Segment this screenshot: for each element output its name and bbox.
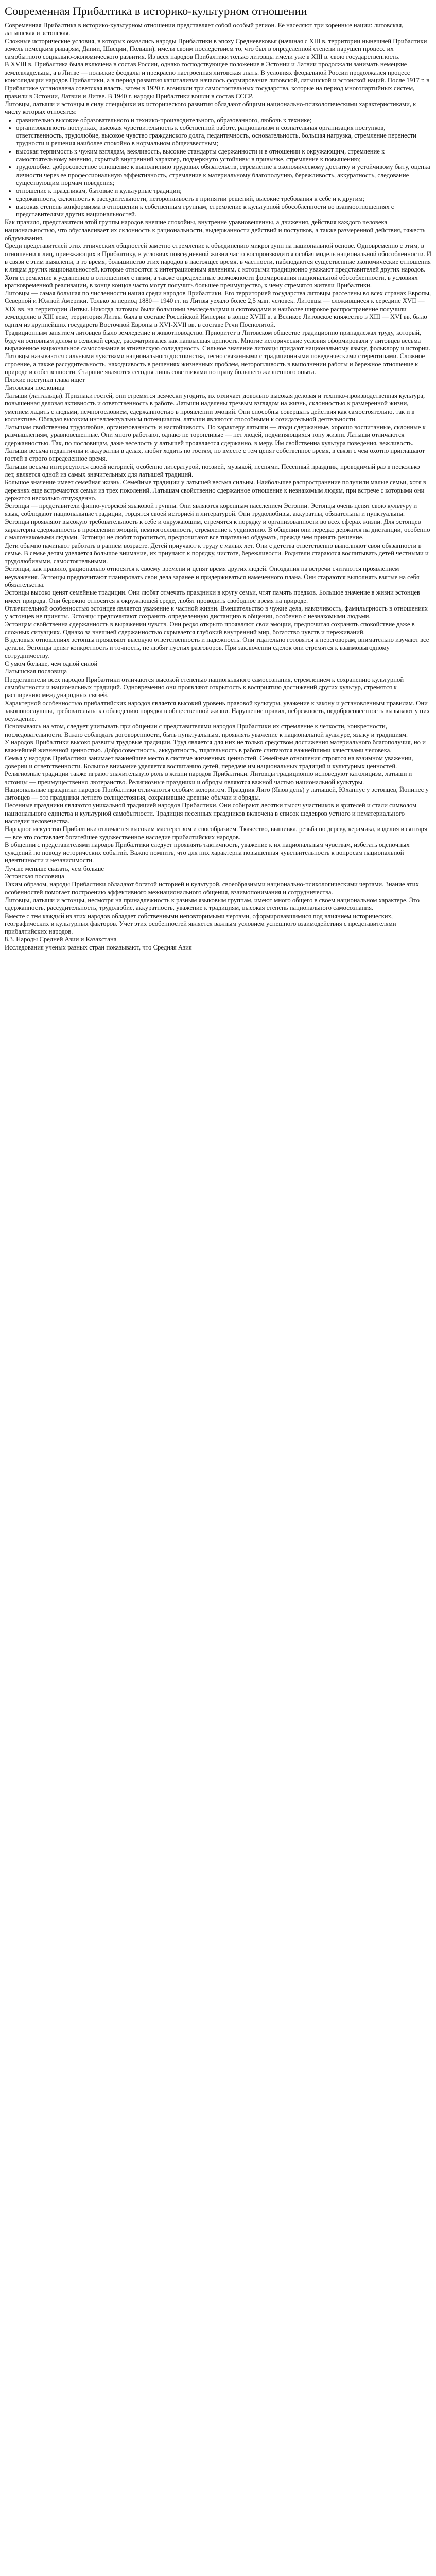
list-item: • сравнительно высокие образовательного и технико-производительного, образованного, любовь к технике; [16,116,431,124]
paragraph: Представители всех народов Прибалтики отличаются высокой степенью национального самосознания, стремлением к сохранению культурной самобытности и национальных традиций. Одновременно они проявляют открытость к восприятию достижений других культур, стремятся к расширению международных связей. [5,675,404,699]
paragraph: Эстонцы, как правило, рационально относятся к своему времени и ценят время других людей. Опоздания на встречи считаются проявлением неуважения. Эстонцы предпочитают планировать свои дела заранее и придерживаться намеченного плана. Они стараются выполнять взятые на себя обязательства. [5,565,420,589]
paragraph: Эстонцам свойственна сдержанность в выражении чувств. Они редко открыто проявляют свои эмоции, предпочитая сохранять спокойствие даже в сложных ситуациях. Однако за внешней сдержанностью скрывается глубокий внутренний мир, богатство чувств и переживаний. [5,620,415,636]
paragraph: Среди представителей этих этнических общностей заметно стремление к объединению микрогрупп на национальной основе. Одновременно с этим, в отношении к лиц, приезжающих в Прибалтику, в условиях повседневной жизни часто воспроизводится особая модель национальной обособленности. И в связи с этим выявлены, в то время, большинство этих народов в настоящее время, в частности, наблюдаются существенные экономические отношения к лицам других национальностей, которые относятся к интеграционным явлениям, с которыми традиционно уважают представителей других народов. Хотя стремление к уединению в отношениях с ними, а также определенные возможности формирования национальной обособленности, в условиях кратковременной реализации, в конце концов часто могут получить большее преимущество, к чему стремятся жители Прибалтики. [5,242,432,289]
paragraph: У народов Прибалтики высоко развиты трудовые традиции. Труд является для них не только средством достижения материального благополучия, но и важнейшей жизненной ценностью. Добросовестность, аккуратность, тщательность в работе считаются важнейшими качествами человека. [5,739,426,754]
paragraph: Основываясь на этом, следует учитывать при общении с представителями народов Прибалтики их стремление к четкости, конкретности, последовательности. Важно соблюдать договоренности, быть пунктуальным, проявлять уважение к национальной культуре, языку и традициям. [5,723,408,738]
paragraph: Лучше меньше сказать, чем больше [5,865,104,872]
bullet-list [5,116,431,219]
article-body [5,22,431,952]
paragraph: Песенные праздники являются уникальной традицией народов Прибалтики. Они собирают десятки тысяч участников и зрителей и стали символом национального единства и культурной самобытности. Традиция песенных праздников включена в список шедевров устного и нематериального наследия человечества. [5,802,417,825]
paragraph: В общении с представителями народов Прибалтики следует проявлять тактичность, уважение к их национальным чувствам, избегать оценочных суждений по поводу исторических событий. Важно помнить, что для них характерна повышенная чувствительность к вопросам национальной идентичности и независимости. [5,841,410,865]
paragraph: С умом больше, чем одной силой [5,660,98,668]
paragraph: Религиозные традиции также играют значительную роль в жизни народов Прибалтики. Литовцы традиционно исповедуют католицизм, латыши и эстонцы — преимущественно лютеранство. Религиозные праздники и обряды являются важной частью национальной культуры. [5,770,412,786]
paragraph: Латышам свойственны трудолюбие, организованность и настойчивость. По характеру латыши — люди сдержанные, хорошо воспитанные, склонные к размышлениям, уравновешенные. Они много работают, однако не торопливые — нет людей, подчиняющихся тону жизни. Латыши отличаются сдержанностью. Так, по пословицам, даже веселость у латышей проявляется сдержанно, в меру. Им свойственна культура поведения, вежливость. Латыши весьма педантичны и аккуратны в делах, любят ходить по гостям, но вместе с тем ценят собственное время, в связи с чем охотно приглашают гостей в строго определенное время. [5,423,426,463]
paragraph: Латыши (латгальцы). Признаки гостей, они стремятся всячески угодить, их отличает довольно высокая деловая и технико-производственная культура, повышенная деловая активность и ответственность в работе. Латыши наделены трезвым взглядом на жизнь, склонностью к размеренной жизни, умением ладить с людьми, немногословием, сдержанностью в проявлении эмоций. Они способны совершать действия как самостоятельно, так и в коллективе. Обладая высоким интеллектуальным потенциалом, латыши являются способными к созидательной деятельности. [5,392,425,423]
paragraph: Эстонская пословица [5,873,64,880]
paragraph: Дети обычно начинают работать в раннем возрасте. Детей приучают к труду с малых лет. Они с детства ответственно выполняют свои обязанности в семье. В семье детям уделяется большое внимание, их приучают к порядку, чистоте, бережливости. Родители стараются воспитывать детей честными и трудолюбивыми, самостоятельными. [5,541,429,565]
paragraph: Литовцы, латыши и эстонцы, несмотря на принадлежность к разным языковым группам, имеют много общего в своем национальном характере. Это сдержанность, рассудительность, трудолюбие, аккуратность, уважение к традициям, высокая степень национального самосознания. [5,896,420,912]
paragraph: Семья у народов Прибалтики занимает важнейшее место в системе жизненных ценностей. Семейные отношения строятся на взаимном уважении, доверии и ответственности. Большое внимание уделяется воспитанию детей, передаче им национальных традиций и культурных ценностей. [5,754,413,770]
paragraph: 8.3. Народы Средней Азии и Казахстана [5,936,117,943]
paragraph: Литовская пословица [5,384,65,392]
paragraph: Национальные праздники народов Прибалтики отличаются особым колоритом. Праздник Лиго (Янов день) у латышей, Юханнус у эстонцев, Йонинес у литовцев — это праздники летнего солнцестояния, сохранившие древние обычаи и обряды. [5,786,429,802]
paragraph: В деловых отношениях эстонцы проявляют высокую ответственность и надежность. Они тщательно готовятся к переговорам, внимательно изучают все детали. Эстонцы ценят конкретность и точность, не любят пустых разговоров. При заключении сделок они стремятся к взаимовыгодному сотрудничеству. [5,636,429,659]
list-item: • организованность поступках, высокая чувствительность к собственной работе, рационализм и сознательная организация поступков, ответственность, трудолюбие, высокое чувство гражданского долга, педантичность, основательность, большая нагрузка, стремление перенести трудности и решения наиболее спокойно в нормальном общеизвестным; [16,124,431,148]
paragraph: Латышская пословица [5,668,67,675]
paragraph: Как правило, представители этой группы народов внешне спокойны, внутренне уравновешенны, а движения, действия каждого человека национальностью, что обуславливает их склонность к рациональности, выдержанности действий и поступков, а также размеренной действия, тяжесть обдумывания. [5,218,426,242]
list-item: • высокая терпимость к чужим взглядам, вежливость, высокие стандарты сдержанности и в отношении к окружающим, стремление к самостоятельному мнению, скрытый внутренний характер, подчеркнуто устойчивы в привычке, стремление к повышению; [16,148,431,164]
paragraph: Эстонцы проявляют высокую требовательность к себе и окружающим, стремятся к порядку и организованности во всех сферах жизни. Для эстонцев характерна сдержанность в проявлении эмоций, немногословность, стремление к уединению. В общении они нередко держатся на дистанции, особенно с малознакомыми людьми. Эстонцы не любят торопиться, предпочитают все тщательно обдумать, прежде чем принять решение. [5,518,430,541]
paragraph: Эстонцы высоко ценят семейные традиции. Они любят отмечать праздники в кругу семьи, чтят память предков. Большое значение в жизни эстонцев имеет природа. Они бережно относятся к окружающей среде, любят проводить свободное время на природе. [5,589,421,604]
paragraph: Современная Прибалтика в историко-культурном отношении представляет собой особый регион. Ее населяют три коренные нации: литовская, латышская и эстонская. [5,22,404,37]
list-item: • отношение к праздникам, бытовые и культурные традиции; [16,187,431,195]
document-page [0,0,436,952]
paragraph: Латыши весьма интересуются своей историей, особенно литературой, поэзией, музыкой, песнями. Песенный праздник, проводимый раз в несколько лет, является одной из самых значительных для латышей традиций. [5,463,420,478]
list-item: • сдержанность, склонность к рассудительности, неторопливость в принятии решений, высокие требования к себе и к другим; [16,195,431,203]
paragraph: В XVIII в. Прибалтика была включена в состав России, однако господствующее положение в Эстонии и Латвии продолжали занимать немецкие землевладельцы, а в Литве — польские феодалы и прекрасно настроенная литовская знать. В условиях феодальной России продолжался процесс консолидации народов Прибалтики, а в период развития капитализма началось формирование литовской, латышской и эстонской наций. После 1917 г. в Прибалтике установлена советская власть, затем в 1920 г. возникли три самостоятельных государства, которые на период многопартийных систем, правили в Эстонии, Латвии и Литве. В 1940 г. народы Прибалтики вошли в состав СССР. [5,61,430,100]
paragraph: Большое значение имеет семейная жизнь. Семейные традиции у латышей весьма сильны. Наибольшее распространение получили малые семьи, хотя в деревнях еще встречаются семьи из трех поколений. Латышам свойственно сдержанное отношение к незнакомым людям, при встрече с которыми они держатся несколько отчужденно. [5,479,426,502]
paragraph: Характерной особенностью прибалтийских народов является высокий уровень правовой культуры, уважение к закону и установленным правилам. Они законопослушны, требовательны к соблюдению порядка в общественной жизни. Нарушение правил, небрежность, недобросовестность вызывают у них осуждение. [5,699,430,723]
paragraph: Вместе с тем каждый из этих народов обладает собственными неповторимыми чертами, сформировавшимися под влиянием исторических, географических и культурных факторов. Учет этих особенностей является важным условием успешного взаимодействия с представителями прибалтийских народов. [5,912,396,936]
paragraph: Исследования ученых разных стран показывают, что Средняя Азия [5,943,192,951]
list-item: • трудолюбие, добросовестное отношение к выполнению трудовых обязательств, стремление к экономическому достатку и устойчивому быту, оценка личности через ее профессиональную эффективность, стремление к материальному благополучию, бережливость, аккуратность, следование существующим нормам поведения; [16,163,431,187]
list-item: • высокая степень конформизма в отношении к собственным группам, стремление к культурной обособленности во взаимоотношениях с представителями других национальностей. [16,203,431,219]
paragraph: Сложные исторические условия, в которых оказались народы Прибалтики в эпоху Средневековья (начиная с XIII в. территории нынешней Прибалтики земель немецким рыцарям, Дании, Швеции, Польши), имели своим последствием то, что был в определенной степени нарушен процесс их самобытного социально-экономического развития. Из всех народов Прибалтики только литовцы имели уже в XIII в. свою государственность. [5,37,427,61]
paragraph: Народное искусство Прибалтики отличается высоким мастерством и своеобразием. Ткачество, вышивка, резьба по дереву, керамика, изделия из янтаря — все это составляет богатейшее художественное наследие прибалтийских народов. [5,825,427,841]
paragraph: Эстонцы — представители финно-угорской языковой группы. Они являются коренным населением Эстонии. Эстонцы очень ценят свою культуру и язык, соблюдают национальные традиции, гордятся своей историей и литературой. Они трудолюбивы, аккуратны, обязательны и пунктуальны. [5,502,417,518]
paragraph: Литовцы, латыши и эстонцы в силу специфики их исторического развития обладают общими национально-психологическими характеристиками, к числу которых относятся: [5,100,416,116]
paragraph: Литовцы — самая большая по численности нация среди народов Прибалтики. Его территорией государства литовцы расселены во всех странах Европы, Северной и Южной Америки. Только за период 1880— 1940 гг. из Литвы уехало более 2,5 млн. человек. Литовцы — сложившиеся к середине XVII — XIX вв. на территории Литвы. Никогда литовцы были большими земледельцами и скотоводами и наиболее широкое распространение получили земледелие в XIII веке, территория Литвы была в составе Российской Империи в конце XVIII в. а Великое Литовское княжество в XIII — XVI вв. было одним из крупнейших государств Восточной Европы в XVI-XVII вв. в составе Речи Посполитой. [5,290,431,329]
paragraph: Отличительной особенностью эстонцев является уважение к частной жизни. Вмешательство в чужие дела, навязчивость, фамильярность в отношениях у эстонцев не приняты. Эстонцы предпочитают сохранять определенную дистанцию в общении, особенно с незнакомыми людьми. [5,604,428,620]
paragraph: Традиционным занятием литовцев было земледелие и животноводство. Приоритет в Литовском обществе традиционно принадлежал труду, который, будучи основным делом в сельской среде, рассматривался как наивысшая ценность. Многие исторические условия сформировали у литовцев весьма выраженное национальное самосознание и этническую солидарность. Сильное значение литовцы придают национальному языку, фольклору и истории. Литовцы называются сильными чувствами национального достоинства, тесно связанными с традиционными поведенческими стереотипами. Сложное строение, а также рассудительность, находчивость в решениях жизненных проблем, неторопливость в выполнении работы и бережное отношение к природе и собственности. Старшие являются сегодня лишь советниками по праву большего жизненного опыта. [5,329,430,376]
page-title: Современная Прибалтика в историко-культурном отношении [5,5,307,18]
paragraph: Плохие поступки глава ищет [5,376,85,384]
paragraph: Таким образом, народы Прибалтики обладают богатой историей и культурой, своеобразными национально-психологическими чертами. Знание этих особенностей помогает построению эффективного межнационального общения, взаимопонимания и сотрудничества. [5,880,419,896]
